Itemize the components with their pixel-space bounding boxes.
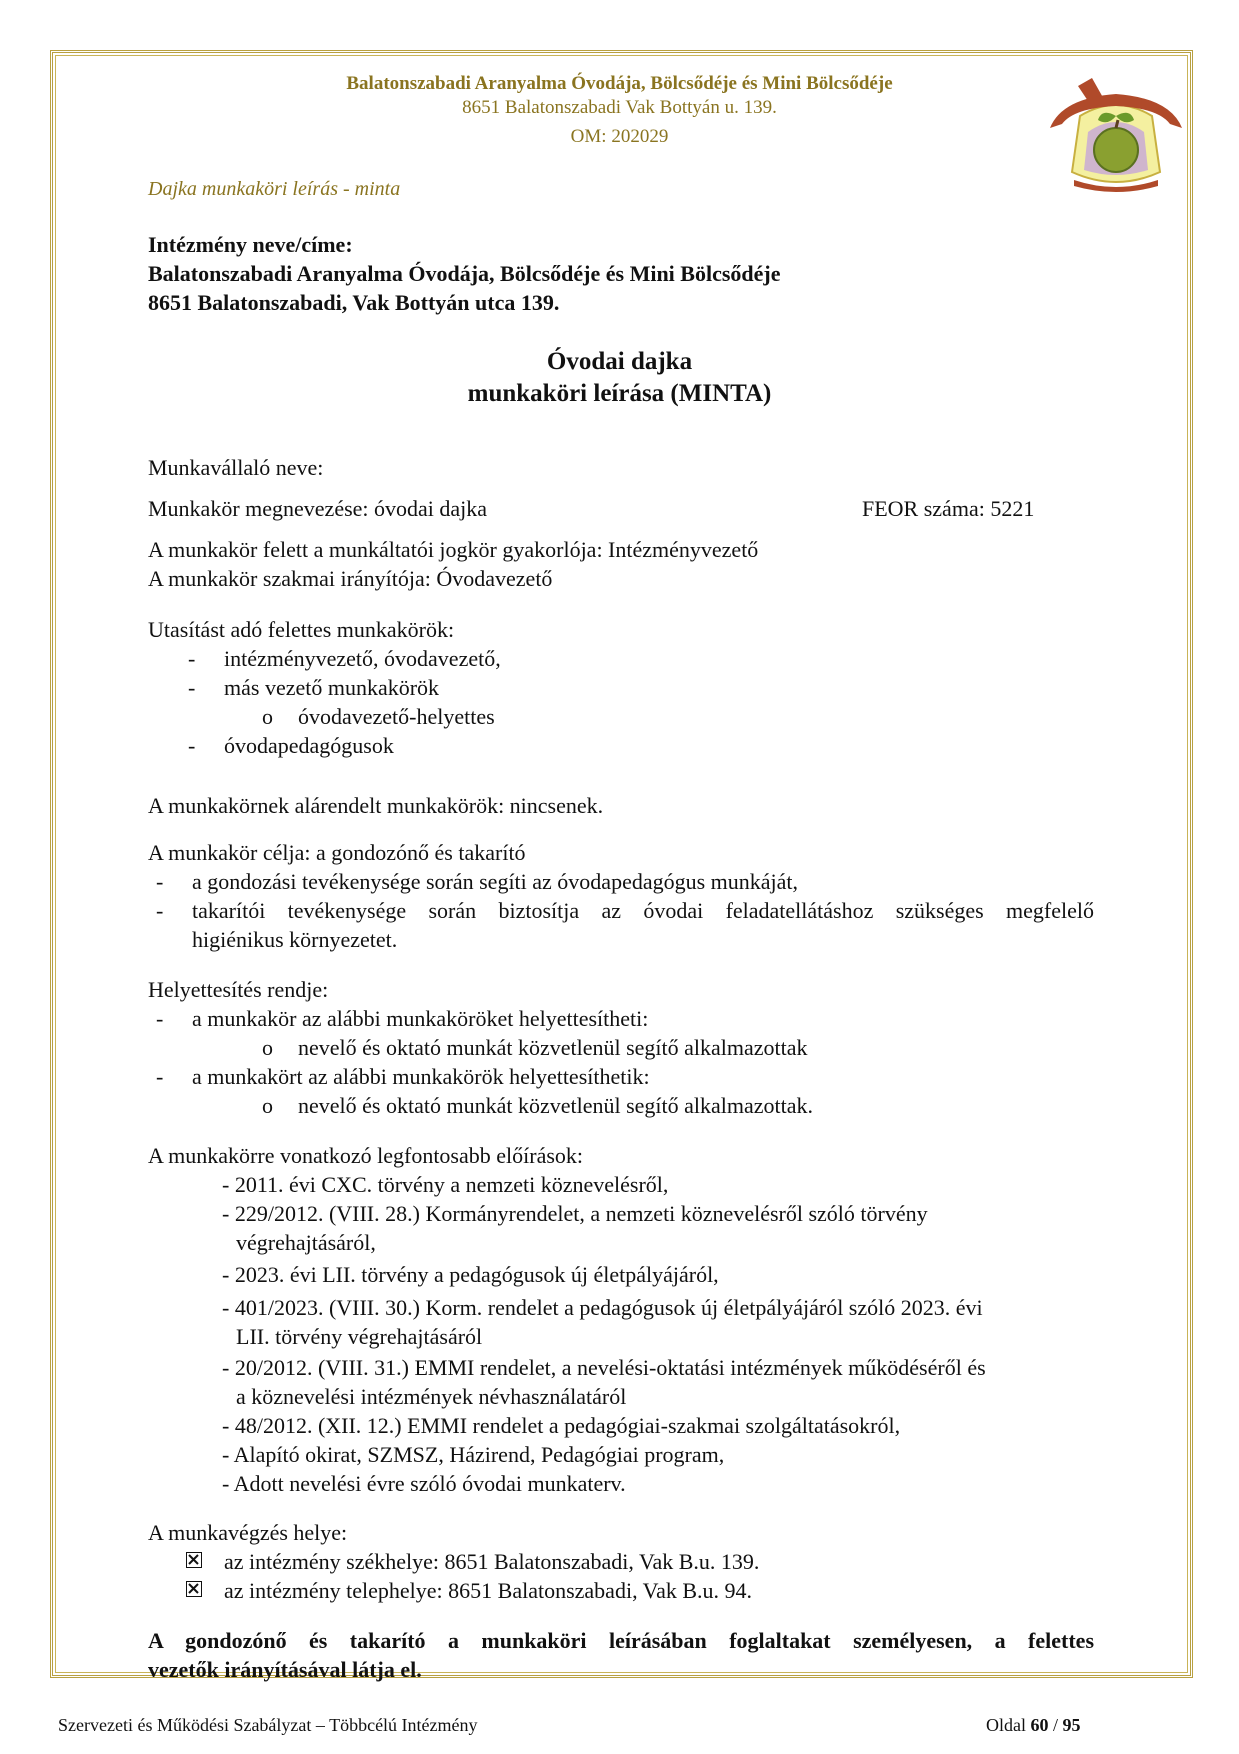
goal-item-continuation: higiénikus környezetet. <box>192 927 398 952</box>
regulation-item: - 2023. évi LII. törvény a pedagógusok új életpályájáról, <box>222 1262 719 1287</box>
substitution-sub-item: nevelő és oktató munkát közvetlenül segítő alkalmazottak. <box>298 1093 814 1118</box>
substitution-item: a munkakör az alábbi munkaköröket helyettesítheti: <box>192 1006 649 1031</box>
job-title-field: Munkakör megnevezése: óvodai dajka <box>148 496 488 521</box>
dash-bullet: - <box>156 869 164 894</box>
substitution-sub-item: nevelő és oktató munkát közvetlenül segítő alkalmazottak <box>298 1035 808 1060</box>
subordinates-field: A munkakörnek alárendelt munkakörök: nincsenek. <box>148 793 604 818</box>
title-line-2: munkaköri leírása (MINTA) <box>467 380 772 407</box>
checked-box-icon <box>186 1552 202 1568</box>
regulation-item: - Adott nevelési évre szóló óvodai munkaterv. <box>222 1471 626 1496</box>
footer-page-total: 95 <box>1062 1715 1081 1735</box>
superior-item: óvodapedagógusok <box>224 733 394 758</box>
superior-item: más vezető munkakörök <box>224 675 440 700</box>
footer-page-label: Oldal <box>986 1715 1026 1735</box>
closing-statement-continuation: vezetők irányításával látja el. <box>148 1657 422 1682</box>
employer-rights-field: A munkakör felett a munkáltatói jogkör gyakorlója: Intézményvezető <box>148 537 759 562</box>
footer-document-name: Szervezeti és Működési Szabályzat – Többcélú Intézmény <box>58 1715 478 1735</box>
header-address: 8651 Balatonszabadi Vak Bottyán u. 139. <box>462 97 777 118</box>
regulation-item: - 2011. évi CXC. törvény a nemzeti köznevelésről, <box>222 1172 669 1197</box>
workplace-item: az intézmény telephelye: 8651 Balatonszabadi, Vak B.u. 94. <box>224 1578 753 1603</box>
regulation-item: - 229/2012. (VIII. 28.) Kormányrendelet, a nemzeti köznevelésről szóló törvény <box>222 1201 928 1226</box>
goal-item: a gondozási tevékenysége során segíti az óvodapedagógus munkáját, <box>192 869 799 894</box>
regulation-item: - 20/2012. (VIII. 31.) EMMI rendelet, a nevelési-oktatási intézmények működéséről és <box>222 1355 986 1380</box>
regulation-item: - 401/2023. (VIII. 30.) Korm. rendelet a pedagógusok új életpályájáról szóló 2023. évi <box>222 1295 983 1320</box>
dash-bullet: - <box>188 646 196 671</box>
workplace-item: az intézmény székhelye: 8651 Balatonszabadi, Vak B.u. 139. <box>224 1549 760 1574</box>
circle-bullet: o <box>262 704 273 729</box>
regulation-item-continuation: LII. törvény végrehajtásáról <box>236 1324 483 1349</box>
title-line-1: Óvodai dajka <box>546 348 693 375</box>
substitution-label: Helyettesítés rendje: <box>148 977 329 1002</box>
institution-label: Intézmény neve/címe: <box>148 232 353 257</box>
institution-address: 8651 Balatonszabadi, Vak Bottyán utca 139. <box>148 290 560 315</box>
header-om: OM: 202029 <box>570 126 669 147</box>
dash-bullet: - <box>188 733 196 758</box>
checked-box-icon <box>186 1581 202 1597</box>
regulations-label: A munkakörre vonatkozó legfontosabb előírások: <box>148 1143 584 1168</box>
regulation-item-continuation: végrehajtásáról, <box>236 1230 376 1255</box>
workplace-label: A munkavégzés helye: <box>148 1520 348 1545</box>
circle-bullet: o <box>262 1093 273 1118</box>
employee-name-field: Munkavállaló neve: <box>148 455 324 480</box>
superior-item: intézményvezető, óvodavezető, <box>224 646 501 671</box>
footer-page-separator: / <box>1053 1715 1059 1735</box>
dash-bullet: - <box>156 1006 164 1031</box>
footer-page-number <box>986 1715 1081 1736</box>
regulation-item: - 48/2012. (XII. 12.) EMMI rendelet a pedagógiai-szakmai szolgáltatásokról, <box>222 1413 901 1438</box>
supervisor-field: A munkakör szakmai irányítója: Óvodavezető <box>148 566 553 591</box>
feor-field: FEOR száma: 5221 <box>862 496 1035 521</box>
goal-item: takarítói tevékenysége során biztosítja az óvodai feladatellátáshoz szükséges megfelelő <box>192 898 1094 923</box>
kindergarten-logo <box>1048 76 1184 197</box>
dash-bullet: - <box>156 898 164 923</box>
superiors-label: Utasítást adó felettes munkakörök: <box>148 617 455 642</box>
dash-bullet: - <box>188 675 196 700</box>
document-subtitle: Dajka munkaköri leírás - minta <box>148 178 401 200</box>
institution-name: Balatonszabadi Aranyalma Óvodája, Bölcsődéje és Mini Bölcsődéje <box>148 261 781 286</box>
goal-label: A munkakör célja: a gondozónő és takarító <box>148 840 526 865</box>
regulation-item-continuation: a köznevelési intézmények névhasználatáról <box>236 1384 627 1409</box>
substitution-item: a munkakört az alábbi munkakörök helyettesíthetik: <box>192 1064 650 1089</box>
header-org-name: Balatonszabadi Aranyalma Óvodája, Bölcsődéje és Mini Bölcsődéje <box>346 73 893 94</box>
superior-sub-item: óvodavezető-helyettes <box>298 704 495 729</box>
circle-bullet: o <box>262 1035 273 1060</box>
footer-page-current: 60 <box>1030 1715 1049 1735</box>
dash-bullet: - <box>156 1064 164 1089</box>
closing-statement: A gondozónő és takarító a munkaköri leírásában foglaltakat személyesen, a felettes <box>148 1628 1094 1653</box>
regulation-item: - Alapító okirat, SZMSZ, Házirend, Pedagógiai program, <box>222 1442 725 1467</box>
